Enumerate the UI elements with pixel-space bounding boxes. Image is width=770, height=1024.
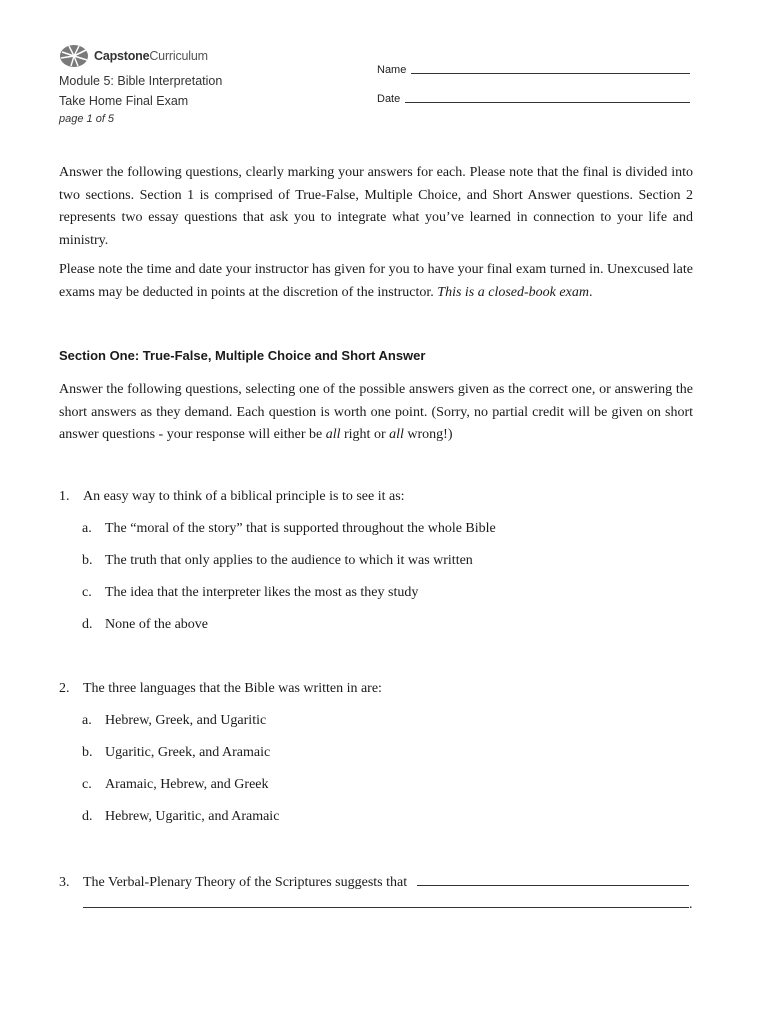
question-1-option-d[interactable]: d. None of the above <box>82 617 209 632</box>
section-one-instructions: Answer the following questions, selecting one of the possible answers given as the correct one, or answering the short answers as they demand. Each question is worth one point. (Sorry, no partial credit will be given on short answer questions - your response will either be all right or all wrong!) <box>59 382 693 442</box>
question-1: 1. An easy way to think of a biblical principle is to see it as: <box>59 489 405 504</box>
question-3-answer-line-1[interactable] <box>417 871 689 886</box>
question-2-option-a[interactable]: a. Hebrew, Greek, and Ugaritic <box>82 713 267 728</box>
question-3-answer-line-2[interactable] <box>83 893 689 908</box>
name-label: Name <box>377 64 407 76</box>
date-line[interactable] <box>405 102 690 103</box>
question-1-text: An easy way to think of a biblical principle is to see it as: <box>83 489 405 504</box>
capstone-logo-icon <box>59 44 89 68</box>
intro-paragraph-1: Answer the following questions, clearly marking your answers for each. Please note that the final is divided into two sections. Section 1 is comprised of True-False, Multiple Choice, and Short Answer questions. Section 2 represents two essay questions that ask you to integrate what you’ve learned in connection to your life and ministry. <box>59 165 693 248</box>
capstone-logo <box>59 44 208 68</box>
exam-title: Take Home Final Exam <box>59 93 189 108</box>
question-3-text: The Verbal-Plenary Theory of the Scriptures suggests that <box>83 875 408 890</box>
question-2: 2. The three languages that the Bible was written in are: <box>59 681 382 696</box>
question-3: 3. The Verbal-Plenary Theory of the Scriptures suggests that <box>59 871 699 893</box>
name-line[interactable] <box>411 73 690 74</box>
question-1-option-a[interactable]: a. The “moral of the story” that is supported throughout the whole Bible <box>82 521 496 536</box>
date-field[interactable] <box>377 93 690 105</box>
date-label: Date <box>377 93 401 105</box>
question-2-text: The three languages that the Bible was written in are: <box>83 681 382 696</box>
question-2-option-d[interactable]: d. Hebrew, Ugaritic, and Aramaic <box>82 809 280 824</box>
question-2-option-b[interactable]: b. Ugaritic, Greek, and Aramaic <box>82 745 271 760</box>
module-title: Module 5: Bible Interpretation <box>59 74 223 88</box>
section-one-title: Section One: True-False, Multiple Choice and Short Answer <box>59 348 426 363</box>
question-2-option-c[interactable]: c. Aramaic, Hebrew, and Greek <box>82 777 269 792</box>
question-1-option-c[interactable]: c. The idea that the interpreter likes the most as they study <box>82 585 419 600</box>
intro-paragraph-2: Please note the time and date your instructor has given for you to have your final exam turned in. Unexcused late exams may be deducted in points at the discretion of the instructor. This is a closed-book exam. <box>59 262 693 300</box>
brand-name: CapstoneCurriculum <box>94 49 208 63</box>
name-field[interactable] <box>377 64 690 76</box>
exam-meta <box>59 72 222 128</box>
question-3-continuation: . <box>59 893 693 915</box>
question-1-option-b[interactable]: b. The truth that only applies to the audience to which it was written <box>82 553 473 568</box>
page-number: page 1 of 5 <box>59 113 115 125</box>
